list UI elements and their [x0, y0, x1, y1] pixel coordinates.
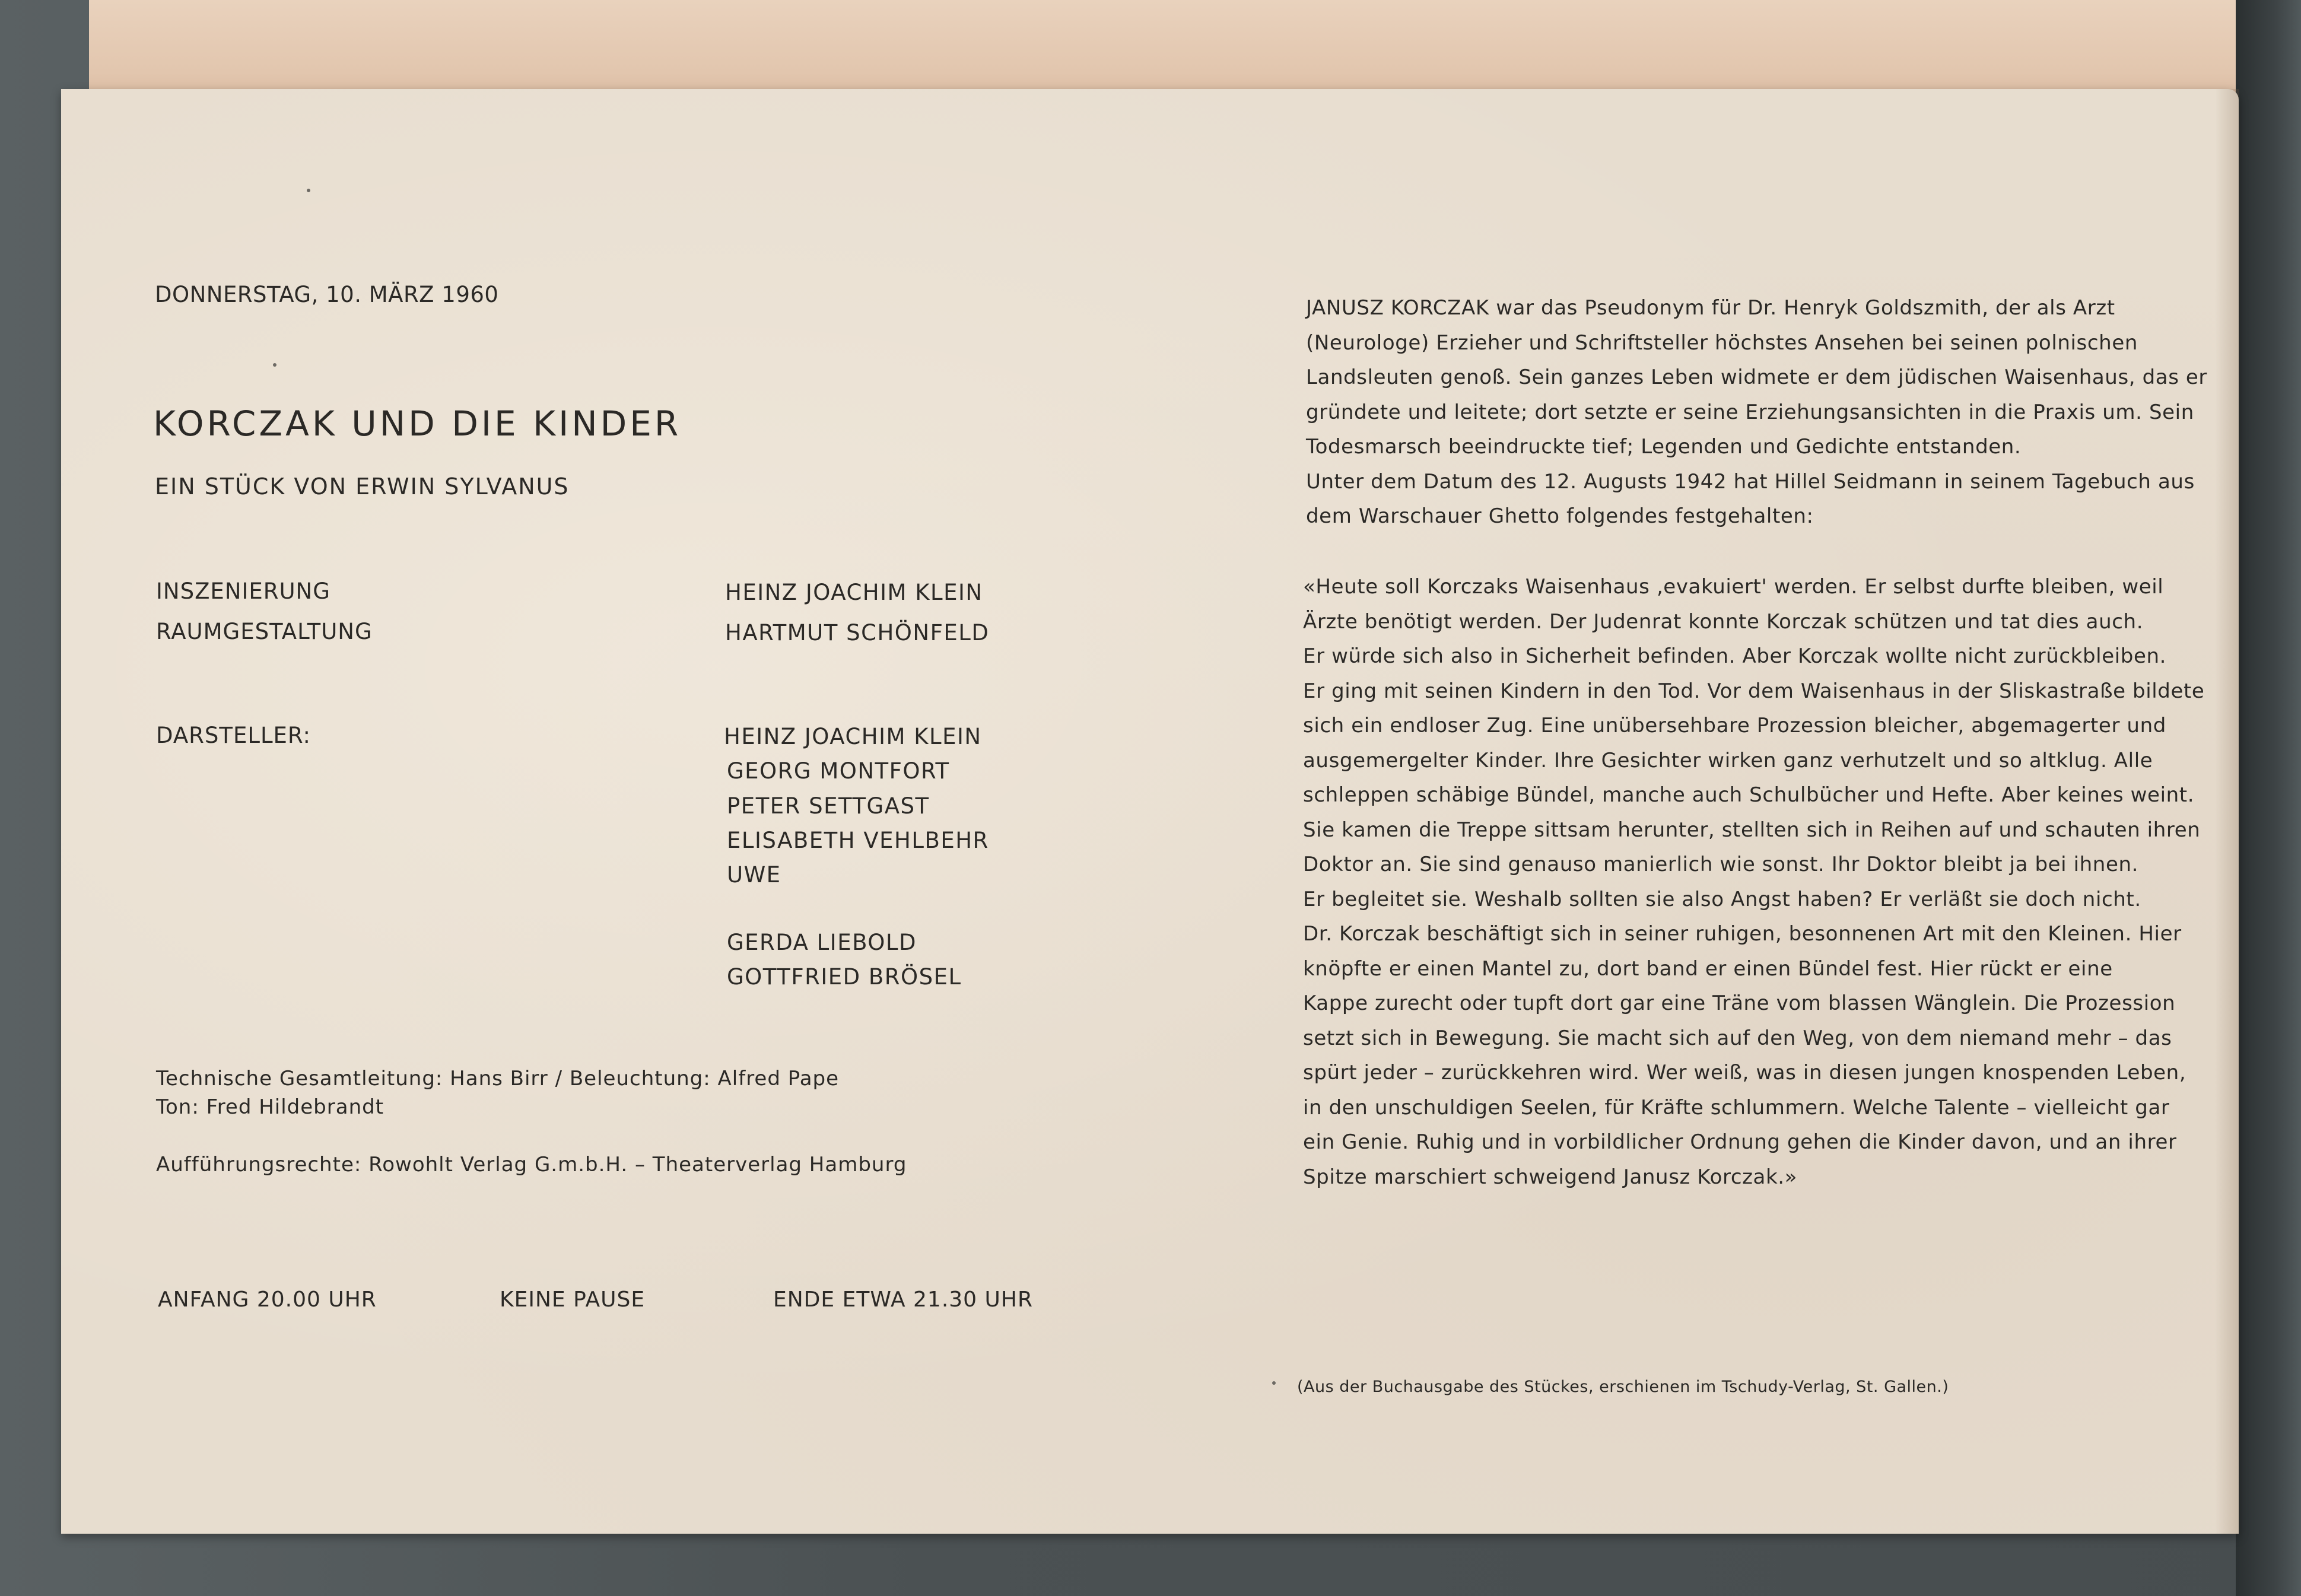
- quote-line: Er ging mit seinen Kindern in den Tod. Vor dem Waisenhaus in der Sliskastraße bildete: [1303, 679, 2205, 703]
- quote-line: ein Genie. Ruhig und in vorbildlicher Ordnung gehen die Kinder davon, und an ihrer: [1303, 1130, 2177, 1154]
- intro-line: (Neurologe) Erzieher und Schriftsteller höchstes Ansehen bei seinen polnischen: [1306, 330, 2138, 355]
- quote-line: «Heute soll Korczaks Waisenhaus ‚evakuiert' werden. Er selbst durfte bleiben, weil: [1303, 575, 2164, 599]
- quote-line: sich ein endloser Zug. Eine unübersehbare Prozession bleicher, abgemagerter und: [1303, 714, 2166, 737]
- quote-line: Kappe zurecht oder tupft dort gar eine Träne vom blassen Wänglein. Die Prozession: [1303, 991, 2176, 1015]
- cast-label: DARSTELLER:: [156, 723, 311, 748]
- performance-date: DONNERSTAG, 10. MÄRZ 1960: [155, 282, 499, 307]
- intro-line: JANUSZ KORCZAK war das Pseudonym für Dr. Henryk Goldszmith, der als Arzt: [1306, 296, 2115, 320]
- start-time: ANFANG 20.00 UHR: [158, 1287, 377, 1312]
- technical-credits: Technische Gesamtleitung: Hans Birr / Beleuchtung: Alfred Pape: [156, 1067, 840, 1091]
- intro-line: Landsleuten genoß. Sein ganzes Leben widmete er dem jüdischen Waisenhaus, das er: [1306, 365, 2208, 389]
- quote-line: knöpfte er einen Mantel zu, dort band er einen Bündel fest. Hier rückt er eine: [1303, 956, 2113, 981]
- quote-line: Spitze marschiert schweigend Janusz Korczak.»: [1303, 1165, 1798, 1189]
- cast-member: GEORG MONTFORT: [727, 758, 950, 784]
- quote-line: Ärzte benötigt werden. Der Judenrat konnte Korczak schützen und tat dies auch.: [1303, 609, 2144, 634]
- end-time: ENDE ETWA 21.30 UHR: [773, 1287, 1033, 1312]
- quote-line: Doktor an. Sie sind genauso manierlich wie sonst. Ihr Doktor bleibt ja bei ihnen.: [1303, 853, 2139, 876]
- cast-member: ELISABETH VEHLBEHR: [727, 828, 989, 853]
- paper-speck: [307, 189, 310, 192]
- sound-credit: Ton: Fred Hildebrandt: [156, 1095, 384, 1119]
- play-subtitle: EIN STÜCK VON ERWIN SYLVANUS: [155, 473, 570, 500]
- quote-line: spürt jeder – zurückkehren wird. Wer weiß, was in diesen jungen knospenden Leben,: [1303, 1061, 2186, 1085]
- quote-line: ausgemergelter Kinder. Ihre Gesichter wirken ganz verhutzelt und so altklug. Alle: [1303, 748, 2153, 772]
- diary-quote: [1303, 570, 2252, 1194]
- role-label-stage-design: RAUMGESTALTUNG: [156, 619, 373, 644]
- cast-member: HEINZ JOACHIM KLEIN: [724, 724, 982, 749]
- quote-line: schleppen schäbige Bündel, manche auch Schulbücher und Hefte. Aber keines weint.: [1303, 783, 2195, 807]
- paper-speck: [273, 363, 276, 367]
- cast-member: PETER SETTGAST: [727, 793, 930, 819]
- cast-member: GOTTFRIED BRÖSEL: [727, 964, 962, 990]
- intro-line: gründete und leitete; dort setzte er seine Erziehungsansichten in die Praxis um. Sein: [1306, 400, 2194, 424]
- quote-line: setzt sich in Bewegung. Sie macht sich auf den Weg, von dem niemand mehr – das: [1303, 1026, 2172, 1050]
- intro-line: dem Warschauer Ghetto folgendes festgehalten:: [1306, 504, 1814, 528]
- korczak-intro: [1306, 291, 2232, 534]
- program-page: [61, 89, 2239, 1534]
- intermission-note: KEINE PAUSE: [500, 1287, 646, 1312]
- quote-line: Sie kamen die Treppe sittsam herunter, stellten sich in Reihen auf und schauten ihren: [1303, 818, 2201, 842]
- quote-line: Dr. Korczak beschäftigt sich in seiner ruhigen, besonnenen Art mit den Kleinen. Hier: [1303, 922, 2182, 946]
- intro-line: Todesmarsch beeindruckte tief; Legenden und Gedichte entstanden.: [1306, 435, 2022, 459]
- quote-line: Er würde sich also in Sicherheit befinden. Aber Korczak wollte nicht zurückbleiben.: [1303, 644, 2167, 668]
- quote-line: in den unschuldigen Seelen, für Kräfte schlummern. Welche Talente – vielleicht gar: [1303, 1095, 2170, 1120]
- intro-line: Unter dem Datum des 12. Augusts 1942 hat Hillel Seidmann in seinem Tagebuch aus: [1306, 469, 2195, 494]
- play-title: KORCZAK UND DIE KINDER: [153, 403, 682, 444]
- role-label-direction: INSZENIERUNG: [156, 578, 330, 604]
- quote-line: Er begleitet sie. Weshalb sollten sie also Angst haben? Er verläßt sie doch nicht.: [1303, 887, 2141, 911]
- paper-speck: [1272, 1381, 1276, 1385]
- role-name-direction: HEINZ JOACHIM KLEIN: [725, 580, 983, 605]
- cast-member: UWE: [727, 862, 781, 888]
- cast-member: GERDA LIEBOLD: [727, 930, 917, 955]
- source-note: (Aus der Buchausgabe des Stückes, erschienen im Tschudy-Verlag, St. Gallen.): [1297, 1378, 1949, 1396]
- performance-rights: Aufführungsrechte: Rowohlt Verlag G.m.b.H. – Theaterverlag Hamburg: [156, 1153, 907, 1177]
- role-name-stage-design: HARTMUT SCHÖNFELD: [725, 620, 990, 646]
